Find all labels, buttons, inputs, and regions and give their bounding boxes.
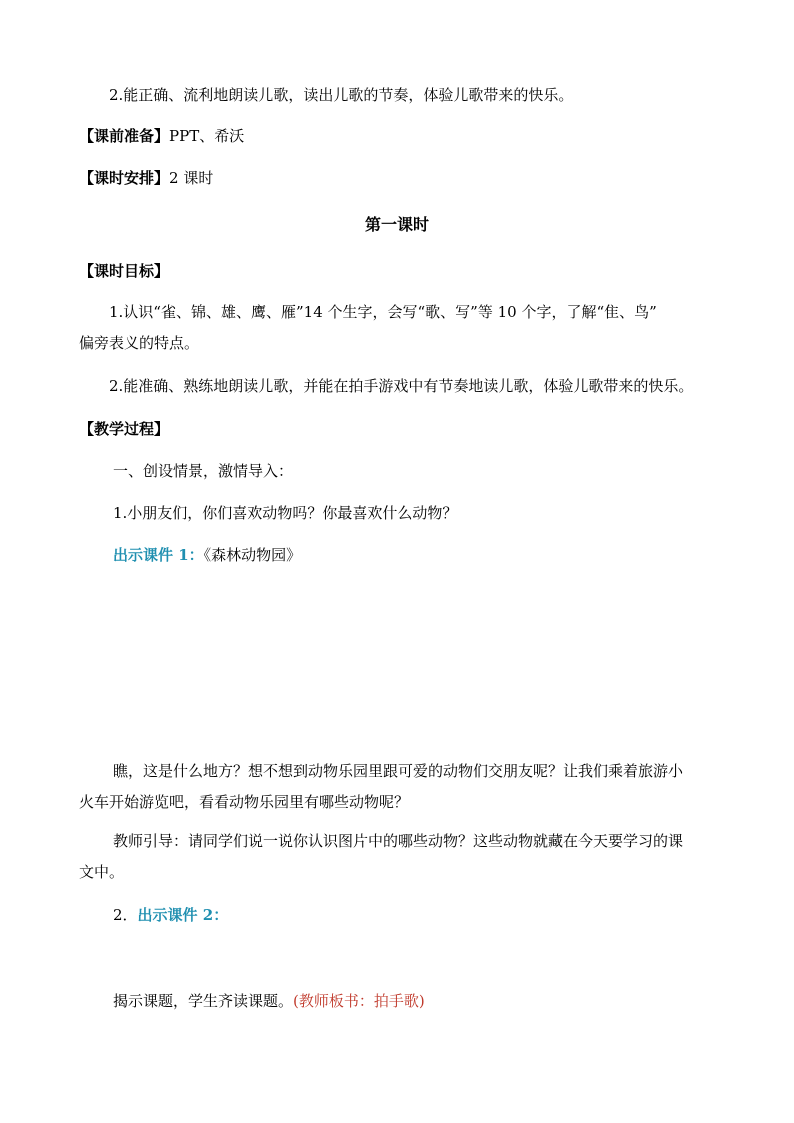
courseware-1-line [113,545,301,565]
preparation-value: PPT、希沃 [169,127,245,145]
paragraph-1-line-2: 火车开始游览吧，看看动物乐园里有哪些动物呢？ [79,793,410,811]
board-note: (教师板书：拍手歌) [293,992,425,1010]
goal-1-line-1: 1.认识“雀、锦、雄、鹰、雁”14 个生字，会写“歌、写”等 10 个字，了解“隹、鸟” [109,303,657,321]
courseware-2-number: 2． [113,906,138,924]
goal-2: 2.能准确、熟练地朗读儿歌，并能在拍手游戏中有节奏地读儿歌，体验儿歌带来的快乐。 [109,377,694,395]
schedule-value: 2 课时 [169,169,214,187]
goals-label: 【课时目标】 [79,262,170,280]
goal-1-line-2: 偏旁表义的特点。 [79,334,200,352]
courseware-1-title: 《森林动物园》 [203,546,302,564]
courseware-2-line [113,905,228,925]
question-1: 1.小朋友们，你们喜欢动物吗？你最喜欢什么动物？ [113,504,458,522]
goal-2-previous: 2.能正确、流利地朗读儿歌，读出儿歌的节奏，体验儿歌带来的快乐。 [109,86,574,104]
schedule-label: 【课时安排】 [79,169,170,187]
section-title: 第一课时 [364,215,429,234]
preparation-line [79,126,244,146]
schedule-line [79,168,213,188]
reveal-title-line [113,991,425,1011]
paragraph-1-line-1: 瞧，这是什么地方？想不想到动物乐园里跟可爱的动物们交朋友呢？让我们乘着旅游小 [113,762,684,780]
preparation-label: 【课前准备】 [79,127,170,145]
reveal-title-text: 揭示课题，学生齐读课题。 [113,992,294,1010]
paragraph-2-line-1: 教师引导：请同学们说一说你认识图片中的哪些动物？这些动物就藏在今天要学习的课 [113,832,684,850]
step-1-heading: 一、创设情景，激情导入： [113,462,294,480]
paragraph-2-line-2: 文中。 [79,863,125,881]
courseware-2-label: 出示课件 2： [137,906,229,924]
courseware-1-label: 出示课件 1： [113,546,204,564]
process-label: 【教学过程】 [79,420,170,438]
